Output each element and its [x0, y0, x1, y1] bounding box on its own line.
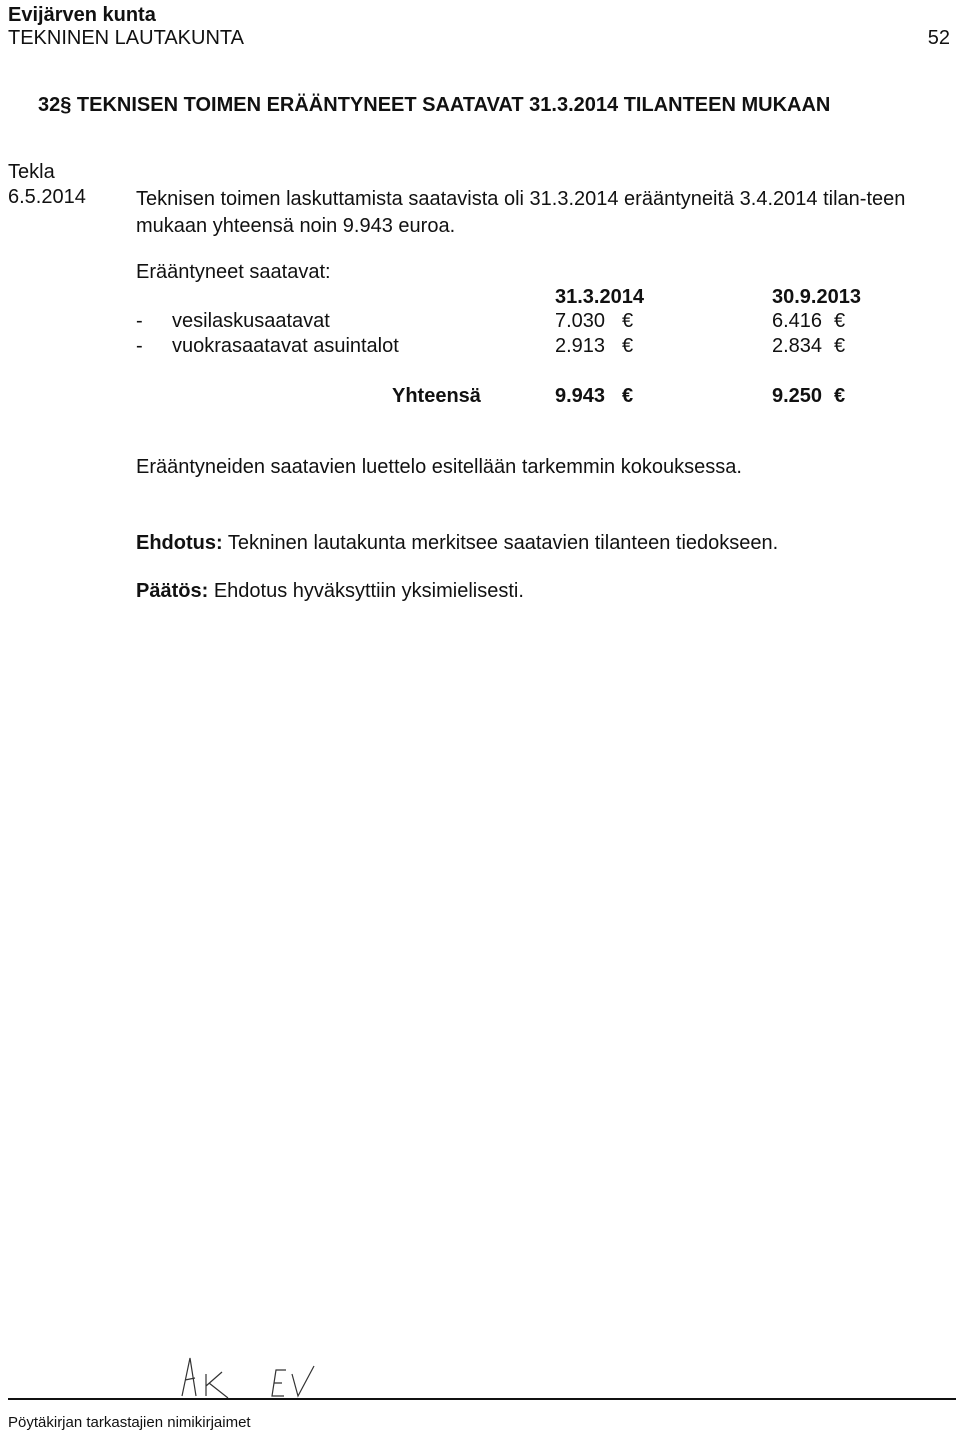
euro-sign: €: [622, 335, 634, 357]
euro-sign: €: [834, 310, 846, 332]
rent-2013-value: 2.834: [772, 335, 823, 357]
water-2013-value: 6.416: [772, 310, 823, 332]
column-header-2014: 31.3.2014: [555, 286, 644, 308]
footer-label: Pöytäkirjan tarkastajien nimikirjaimet: [8, 1414, 251, 1431]
row-dash: -: [136, 310, 143, 332]
rent-2014-value: 2.913: [555, 335, 606, 357]
meeting-date: 6.5.2014: [8, 186, 86, 208]
decision-label: Päätös:: [136, 580, 209, 602]
signature-initials-ak: [176, 1352, 236, 1398]
column-header-2013: 30.9.2013: [772, 286, 861, 308]
total-2014-value: 9.943: [555, 385, 606, 407]
total-label: Yhteensä: [392, 385, 481, 407]
decision-text: Ehdotus hyväksyttiin yksimielisesti.: [213, 580, 524, 602]
row-label-rent: vuokrasaatavat asuintalot: [172, 335, 399, 357]
euro-sign: €: [834, 385, 846, 407]
euro-sign: €: [622, 385, 634, 407]
signature-line: [8, 1398, 956, 1400]
euro-sign: €: [834, 335, 846, 357]
proposal-text: Tekninen lautakunta merkitsee saatavien tilanteen tiedokseen.: [227, 532, 779, 554]
euro-sign: €: [622, 310, 634, 332]
signature-initials-ev: [264, 1352, 324, 1398]
presenter: Tekla: [8, 161, 55, 183]
total-2013-value: 9.250: [772, 385, 823, 407]
listing-note: Erääntyneiden saatavien luettelo esitellään tarkemmin kokouksessa.: [136, 456, 742, 478]
page-number: 52: [927, 27, 950, 49]
receivables-title: Erääntyneet saatavat:: [136, 261, 331, 283]
committee-name: TEKNINEN LAUTAKUNTA: [8, 27, 244, 49]
water-2014-value: 7.030: [555, 310, 606, 332]
proposal-label: Ehdotus:: [136, 532, 223, 554]
row-label-water: vesilaskusaatavat: [172, 310, 330, 332]
municipality-name: Evijärven kunta: [8, 4, 156, 26]
decision-paragraph: [136, 580, 524, 603]
proposal-paragraph: [136, 532, 778, 555]
row-dash: -: [136, 335, 143, 357]
section-title: 32§ TEKNISEN TOIMEN ERÄÄNTYNEET SAATAVAT 31.3.2014 TILANTEEN MUKAAN: [38, 94, 831, 116]
intro-paragraph: Teknisen toimen laskuttamista saatavista oli 31.3.2014 erääntyneitä 3.4.2014 tilan-teen mukaan yhteensä noin 9.943 euroa.: [136, 188, 906, 237]
